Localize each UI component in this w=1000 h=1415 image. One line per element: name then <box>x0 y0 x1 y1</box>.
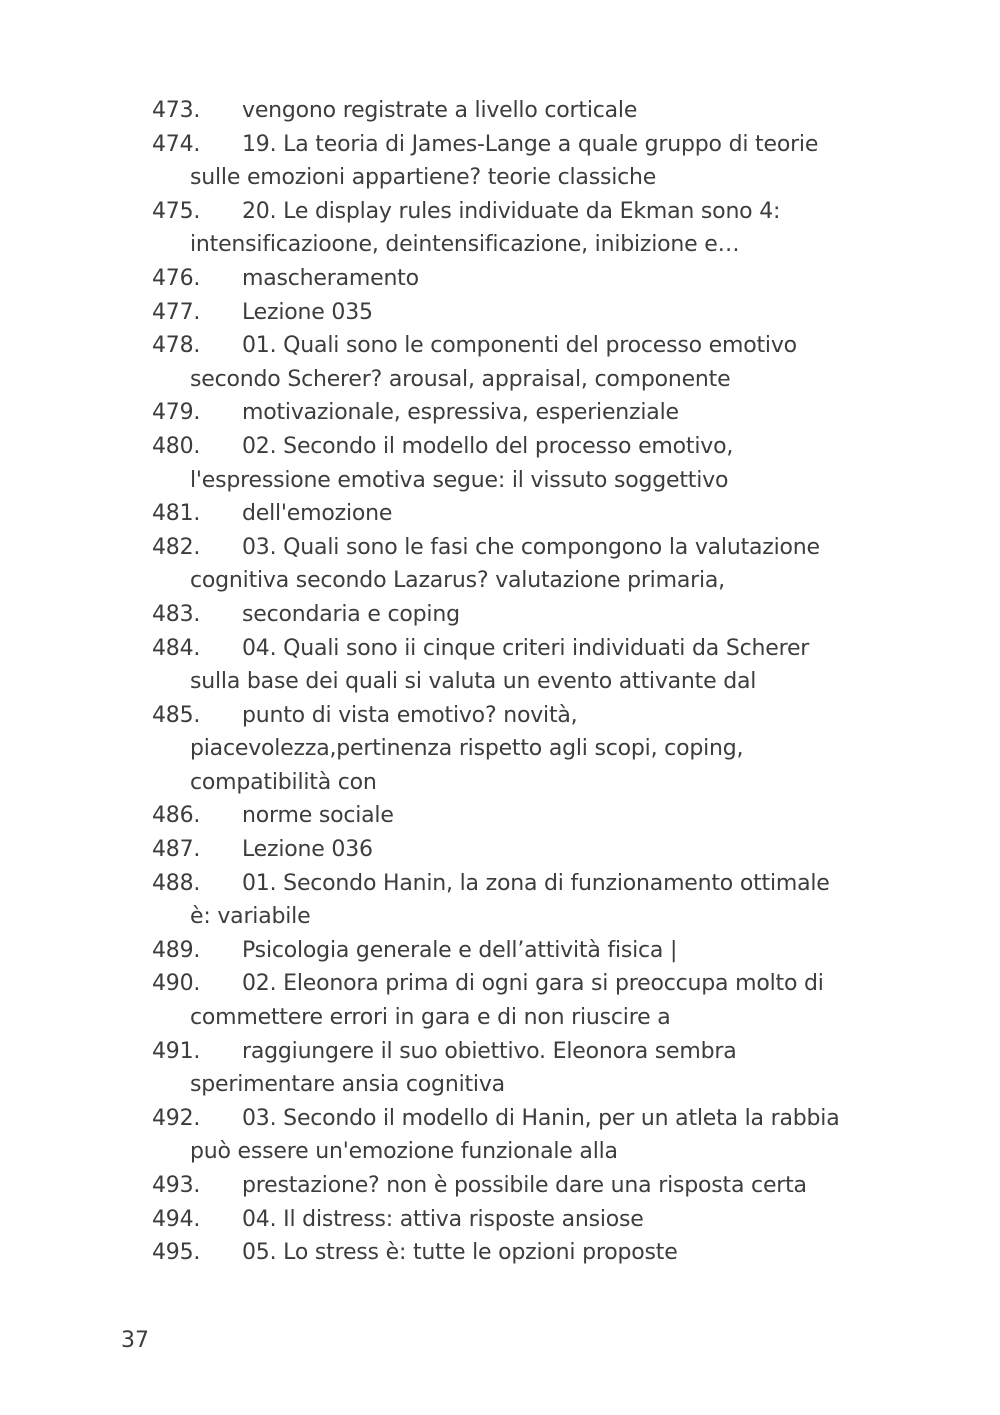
list-item-text: 01. Secondo Hanin, la zona di funzionamento ottimale <box>242 870 830 896</box>
list-item <box>152 128 892 195</box>
list-item <box>152 1169 892 1203</box>
list-item-text: prestazione? non è possibile dare una risposta certa <box>242 1173 807 1198</box>
list-item-number: 475. <box>152 198 201 224</box>
list-item-text: motivazionale, espressiva, esperienziale <box>242 400 679 426</box>
list-item-first-line <box>152 262 892 296</box>
list-item-text: 20. Le display rules individuate da Ekman sono 4: <box>242 198 781 224</box>
list-item <box>152 329 892 396</box>
list-item-number: 493. <box>152 1173 201 1198</box>
list-item-text: piacevolezza,pertinenza rispetto agli scopi, coping, <box>190 736 744 762</box>
list-item-number: 489. <box>152 937 201 963</box>
list-item-continuation-line <box>152 1001 892 1035</box>
list-item-continuation-line <box>152 766 892 800</box>
list-item-text: raggiungere il suo obiettivo. Eleonora sembra <box>242 1038 737 1064</box>
list-item-number: 473. <box>152 98 201 123</box>
list-item-text: 02. Eleonora prima di ogni gara si preoccupa molto di <box>242 971 824 997</box>
list-item-number: 478. <box>152 333 201 359</box>
list-item-text: cognitiva secondo Lazarus? valutazione primaria, <box>190 568 725 594</box>
list-item-text: 02. Secondo il modello del processo emotivo, <box>242 433 734 459</box>
list-item-first-line <box>152 699 892 733</box>
list-item-first-line <box>152 1102 892 1136</box>
list-item <box>152 195 892 262</box>
list-item-number: 495. <box>152 1240 201 1266</box>
list-item-text: 04. Il distress: attiva risposte ansiose <box>242 1206 644 1232</box>
list-item-continuation-line <box>152 363 892 397</box>
list-item-first-line <box>152 799 892 833</box>
list-item-text: norme sociale <box>242 803 394 829</box>
list-item-text: 19. La teoria di James-Lange a quale gruppo di teorie <box>242 131 819 157</box>
list-item <box>152 396 892 430</box>
list-item-text: mascheramento <box>242 265 419 291</box>
list-item-first-line <box>152 632 892 666</box>
list-item-text: secondaria e coping <box>242 601 460 627</box>
list-item-number: 482. <box>152 534 201 560</box>
list-item-first-line <box>152 598 892 632</box>
list-item-number: 494. <box>152 1206 201 1232</box>
list-item <box>152 531 892 598</box>
list-item-text: 04. Quali sono ii cinque criteri individuati da Scherer <box>242 635 810 661</box>
list-item-continuation-line <box>152 900 892 934</box>
list-item-number: 476. <box>152 265 201 291</box>
list-item-text: Psicologia generale e dell’attività fisica | <box>242 937 678 963</box>
list-item-text: sulla base dei quali si valuta un evento attivante dal <box>190 669 757 695</box>
list-item-number: 488. <box>152 870 201 896</box>
list-item-first-line <box>152 967 892 1001</box>
list-item-first-line <box>152 128 892 162</box>
list-item-number: 474. <box>152 131 201 157</box>
list-item-number: 479. <box>152 400 201 426</box>
list-item-first-line <box>152 430 892 464</box>
list-item-first-line <box>152 833 892 867</box>
list-item-text: 01. Quali sono le componenti del processo emotivo <box>242 333 797 359</box>
list-item-continuation-line <box>152 161 892 195</box>
list-item-text: 03. Quali sono le fasi che compongono la valutazione <box>242 534 820 560</box>
list-item-text: 03. Secondo il modello di Hanin, per un atleta la rabbia <box>242 1105 840 1131</box>
list-item-text: commettere errori in gara e di non riuscire a <box>190 1005 671 1031</box>
list-item-number: 483. <box>152 601 201 627</box>
list-item <box>152 1203 892 1237</box>
list-item <box>152 934 892 968</box>
list-item-continuation-line <box>152 464 892 498</box>
page-number: 37 <box>121 1328 149 1353</box>
list-item-continuation-line <box>152 1135 892 1169</box>
list-item-text: dell'emozione <box>242 501 393 527</box>
list-item-first-line <box>152 497 892 531</box>
list-item-first-line <box>152 531 892 565</box>
list-item <box>152 833 892 867</box>
list-item-first-line <box>152 1035 892 1069</box>
list-item <box>152 94 892 128</box>
list-item <box>152 1102 892 1169</box>
list-item-number: 480. <box>152 433 201 459</box>
list-item-first-line <box>152 934 892 968</box>
list-item-number: 491. <box>152 1038 201 1064</box>
list-item <box>152 699 892 800</box>
list-item-number: 477. <box>152 299 201 325</box>
list-item-text: l'espressione emotiva segue: il vissuto soggettivo <box>190 467 729 493</box>
list-item-number: 492. <box>152 1105 201 1131</box>
list-item-text: compatibilità con <box>190 769 377 795</box>
list-item-number: 490. <box>152 971 201 997</box>
list-item <box>152 967 892 1034</box>
list-item-number: 486. <box>152 803 201 829</box>
list-item-number: 484. <box>152 635 201 661</box>
list-item-number: 487. <box>152 837 201 863</box>
list-item <box>152 632 892 699</box>
list-item-continuation-line <box>152 665 892 699</box>
list-item-number: 481. <box>152 501 201 527</box>
list-item-continuation-line <box>152 732 892 766</box>
list-item-first-line <box>152 1169 892 1203</box>
list-item-text: vengono registrate a livello corticale <box>242 98 638 123</box>
list-item-first-line <box>152 94 892 128</box>
list-item-first-line <box>152 867 892 901</box>
list-item-continuation-line <box>152 564 892 598</box>
list-item <box>152 430 892 497</box>
list-item-number: 485. <box>152 702 201 728</box>
list-item-continuation-line <box>152 1068 892 1102</box>
list-item-text: sulle emozioni appartiene? teorie classiche <box>190 165 657 191</box>
list-item <box>152 867 892 934</box>
list-item-first-line <box>152 329 892 363</box>
list-item-first-line <box>152 1236 892 1270</box>
list-item-continuation-line <box>152 228 892 262</box>
list-item <box>152 799 892 833</box>
list-item <box>152 497 892 531</box>
list-item-text: intensificazioone, deintensificazione, inibizione e… <box>190 232 740 258</box>
list-item <box>152 262 892 296</box>
list-item <box>152 598 892 632</box>
list-item-text: 05. Lo stress è: tutte le opzioni proposte <box>242 1240 678 1266</box>
list-item <box>152 296 892 330</box>
list-item <box>152 1035 892 1102</box>
list-item-text: sperimentare ansia cognitiva <box>190 1072 505 1098</box>
list-item-text: punto di vista emotivo? novità, <box>242 702 578 728</box>
list-item-text: è: variabile <box>190 904 311 930</box>
list-item-first-line <box>152 195 892 229</box>
list-item-first-line <box>152 396 892 430</box>
list-item <box>152 1236 892 1270</box>
numbered-list <box>152 94 892 1270</box>
list-item-text: Lezione 036 <box>242 837 373 863</box>
list-item-text: Lezione 035 <box>242 299 373 325</box>
list-item-first-line <box>152 1203 892 1237</box>
list-item-first-line <box>152 296 892 330</box>
list-item-text: secondo Scherer? arousal, appraisal, componente <box>190 366 731 392</box>
list-item-text: può essere un'emozione funzionale alla <box>190 1139 618 1165</box>
